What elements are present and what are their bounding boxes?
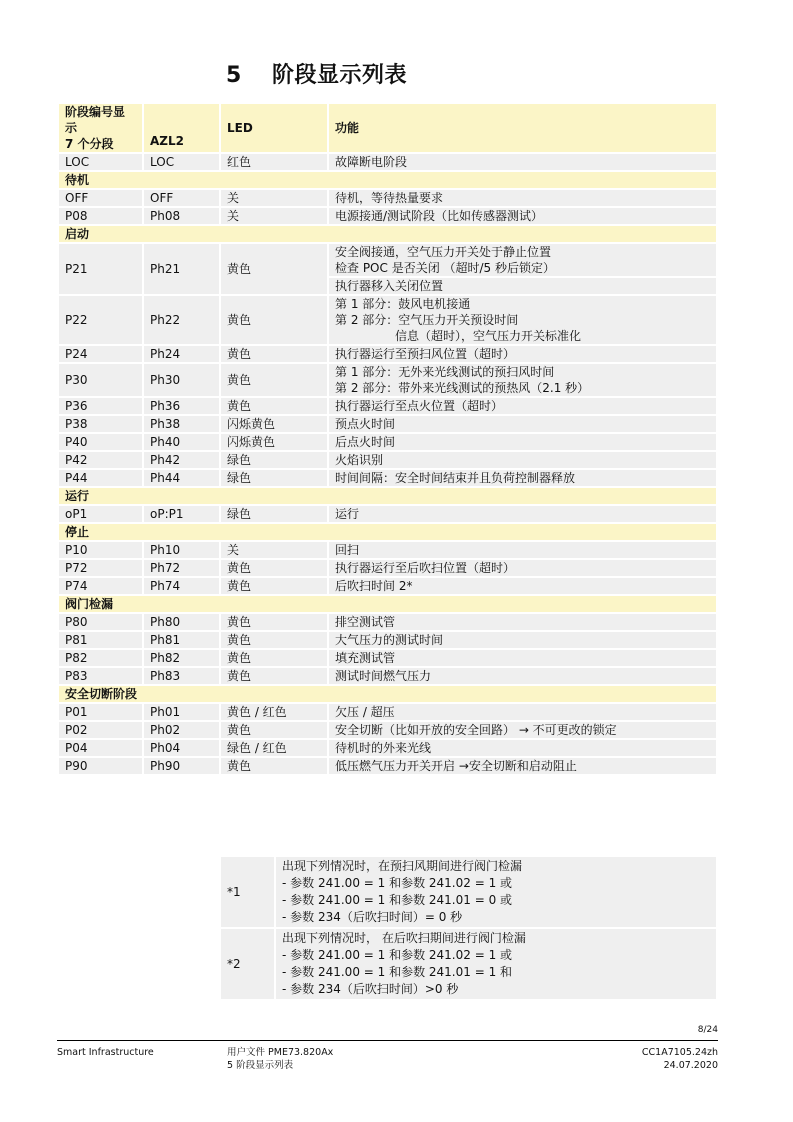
led-color: 关	[221, 190, 327, 206]
led-color: 绿色	[221, 452, 327, 468]
led-color: 黄色 / 红色	[221, 704, 327, 720]
section-row	[59, 226, 716, 242]
table-row	[59, 614, 716, 630]
phase-code-azl2: Ph44	[144, 470, 219, 486]
phase-code-azl2: Ph83	[144, 668, 219, 684]
led-color: 关	[221, 208, 327, 224]
footnote-row	[221, 929, 716, 999]
phase-code-7seg: P08	[59, 208, 142, 224]
led-color: 黄色	[221, 758, 327, 774]
section-label: 启动	[59, 226, 716, 242]
led-color: 黄色	[221, 346, 327, 362]
phase-code-7seg: P83	[59, 668, 142, 684]
led-color: 黄色	[221, 632, 327, 648]
table-row	[59, 542, 716, 558]
footer-rule	[57, 1040, 718, 1041]
function-description: 运行	[329, 506, 716, 522]
led-color: 红色	[221, 154, 327, 170]
led-color: 绿色	[221, 506, 327, 522]
function-description: 待机，等待热量要求	[329, 190, 716, 206]
header-col-7seg: 阶段编号显示 7 个分段	[59, 104, 142, 152]
led-color: 黄色	[221, 668, 327, 684]
header-col-function: 功能	[329, 104, 716, 152]
section-row	[59, 686, 716, 702]
function-description: 执行器运行至预扫风位置（超时）	[329, 346, 716, 362]
phase-code-azl2: Ph01	[144, 704, 219, 720]
phase-code-7seg: P44	[59, 470, 142, 486]
footnote-mark: *2	[221, 929, 274, 999]
footnote-text: 出现下列情况时， 在后吹扫期间进行阀门检漏 - 参数 241.00 = 1 和参数 241.02 = 1 或 - 参数 241.00 = 1 和参数 241.01 = 1 和 - 参数 234（后吹扫时间）>0 秒	[276, 929, 716, 999]
table-row	[59, 578, 716, 594]
phase-code-7seg: P72	[59, 560, 142, 576]
footnote-row	[221, 857, 716, 927]
phase-code-7seg: P38	[59, 416, 142, 432]
phase-table	[57, 102, 718, 776]
phase-code-7seg: LOC	[59, 154, 142, 170]
table-row	[59, 722, 716, 738]
phase-code-7seg: P42	[59, 452, 142, 468]
table-row	[59, 154, 716, 170]
phase-code-7seg: P40	[59, 434, 142, 450]
table-row	[59, 416, 716, 432]
footer-company: Smart Infrastructure	[57, 1047, 154, 1058]
function-description: 回扫	[329, 542, 716, 558]
table-row	[59, 434, 716, 450]
table-row	[59, 346, 716, 362]
phase-code-azl2: Ph42	[144, 452, 219, 468]
header-col-led: LED	[221, 104, 327, 152]
footnote-table	[219, 855, 718, 1001]
page-number: 8/24	[697, 1025, 718, 1035]
function-description: 执行器运行至后吹扫位置（超时）	[329, 560, 716, 576]
function-description: 待机时的外来光线	[329, 740, 716, 756]
section-row	[59, 172, 716, 188]
led-color: 绿色 / 红色	[221, 740, 327, 756]
phase-code-7seg: P10	[59, 542, 142, 558]
table-row	[59, 398, 716, 414]
function-description: 执行器运行至点火位置（超时）	[329, 398, 716, 414]
phase-code-7seg: P22	[59, 296, 142, 344]
phase-code-azl2: oP:P1	[144, 506, 219, 522]
table-row	[59, 758, 716, 774]
function-description: 第 1 部分：鼓风电机接通 第 2 部分：空气压力开关预设时间 信息（超时），空气压力开关标准化	[329, 296, 716, 344]
led-color: 黄色	[221, 244, 327, 294]
phase-code-7seg: P01	[59, 704, 142, 720]
footer-doc-id: CC1A7105.24zh 24.07.2020	[641, 1047, 718, 1071]
phase-code-azl2: Ph81	[144, 632, 219, 648]
table-row	[59, 668, 716, 684]
led-color: 黄色	[221, 560, 327, 576]
function-description: 欠压 / 超压	[329, 704, 716, 720]
function-description: 排空测试管	[329, 614, 716, 630]
function-description: 电源接通/测试阶段（比如传感器测试）	[329, 208, 716, 224]
section-row	[59, 524, 716, 540]
phase-code-7seg: P24	[59, 346, 142, 362]
function-description: 测试时间燃气压力	[329, 668, 716, 684]
section-label: 阀门检漏	[59, 596, 716, 612]
phase-code-7seg: P80	[59, 614, 142, 630]
table-row	[59, 470, 716, 486]
section-row	[59, 488, 716, 504]
led-color: 黄色	[221, 398, 327, 414]
function-description: 故障断电阶段	[329, 154, 716, 170]
function-description: 第 1 部分：无外来光线测试的预扫风时间 第 2 部分：带外来光线测试的预热风（2.1 秒）	[329, 364, 716, 396]
function-description: 后吹扫时间 2*	[329, 578, 716, 594]
section-row	[59, 596, 716, 612]
chapter-title: 阶段显示列表	[272, 63, 408, 88]
led-color: 黄色	[221, 364, 327, 396]
phase-code-7seg: P90	[59, 758, 142, 774]
phase-code-azl2: Ph36	[144, 398, 219, 414]
led-color: 黄色	[221, 650, 327, 666]
phase-code-azl2: LOC	[144, 154, 219, 170]
phase-code-7seg: P04	[59, 740, 142, 756]
phase-code-azl2: Ph74	[144, 578, 219, 594]
table-row	[59, 632, 716, 648]
phase-code-azl2: Ph30	[144, 364, 219, 396]
phase-code-azl2: Ph38	[144, 416, 219, 432]
table-row	[59, 244, 716, 276]
phase-code-7seg: P36	[59, 398, 142, 414]
table-row	[59, 650, 716, 666]
footnote-text: 出现下列情况时，在预扫风期间进行阀门检漏 - 参数 241.00 = 1 和参数 241.02 = 1 或 - 参数 241.00 = 1 和参数 241.01 = 0 或 - 参数 234（后吹扫时间）= 0 秒	[276, 857, 716, 927]
phase-code-azl2: Ph02	[144, 722, 219, 738]
led-color: 闪烁黄色	[221, 434, 327, 450]
table-row	[59, 560, 716, 576]
phase-code-azl2: Ph22	[144, 296, 219, 344]
function-description: 预点火时间	[329, 416, 716, 432]
function-description: 大气压力的测试时间	[329, 632, 716, 648]
phase-code-7seg: P74	[59, 578, 142, 594]
led-color: 黄色	[221, 722, 327, 738]
table-row	[59, 740, 716, 756]
section-label: 运行	[59, 488, 716, 504]
section-label: 待机	[59, 172, 716, 188]
section-label: 安全切断阶段	[59, 686, 716, 702]
led-color: 闪烁黄色	[221, 416, 327, 432]
phase-code-azl2: OFF	[144, 190, 219, 206]
function-description: 填充测试管	[329, 650, 716, 666]
table-header	[59, 104, 716, 152]
phase-code-azl2: Ph82	[144, 650, 219, 666]
table-row	[59, 452, 716, 468]
phase-code-azl2: Ph10	[144, 542, 219, 558]
page-title	[226, 58, 407, 89]
function-description: 后点火时间	[329, 434, 716, 450]
function-description: 安全切断（比如开放的安全回路） → 不可更改的锁定	[329, 722, 716, 738]
table-row	[59, 506, 716, 522]
chapter-number: 5	[226, 63, 242, 88]
table-row	[59, 704, 716, 720]
led-color: 黄色	[221, 578, 327, 594]
function-description: 安全阀接通，空气压力开关处于静止位置 检查 POC 是否关闭 （超时/5 秒后锁定）	[329, 244, 716, 276]
phase-code-7seg: P21	[59, 244, 142, 294]
table-row	[59, 190, 716, 206]
phase-code-azl2: Ph40	[144, 434, 219, 450]
phase-code-7seg: P81	[59, 632, 142, 648]
led-color: 黄色	[221, 614, 327, 630]
phase-code-azl2: Ph04	[144, 740, 219, 756]
phase-code-azl2: Ph24	[144, 346, 219, 362]
phase-code-7seg: P82	[59, 650, 142, 666]
function-description: 时间间隔：安全时间结束并且负荷控制器释放	[329, 470, 716, 486]
phase-code-7seg: P02	[59, 722, 142, 738]
led-color: 黄色	[221, 296, 327, 344]
phase-code-azl2: Ph90	[144, 758, 219, 774]
footnote-mark: *1	[221, 857, 274, 927]
phase-code-7seg: P30	[59, 364, 142, 396]
phase-code-azl2: Ph72	[144, 560, 219, 576]
led-color: 关	[221, 542, 327, 558]
function-description: 低压燃气压力开关开启 →安全切断和启动阻止	[329, 758, 716, 774]
section-label: 停止	[59, 524, 716, 540]
phase-code-azl2: Ph21	[144, 244, 219, 294]
table-row	[59, 364, 716, 396]
footer-document: 用户文件 PME73.820Ax 5 阶段显示列表	[227, 1047, 334, 1071]
function-description: 火焰识别	[329, 452, 716, 468]
table-row	[59, 296, 716, 344]
phase-code-azl2: Ph80	[144, 614, 219, 630]
function-description: 执行器移入关闭位置	[329, 278, 716, 294]
header-col-azl2: AZL2	[144, 104, 219, 152]
phase-code-7seg: OFF	[59, 190, 142, 206]
phase-code-azl2: Ph08	[144, 208, 219, 224]
table-row	[59, 208, 716, 224]
led-color: 绿色	[221, 470, 327, 486]
phase-code-7seg: oP1	[59, 506, 142, 522]
